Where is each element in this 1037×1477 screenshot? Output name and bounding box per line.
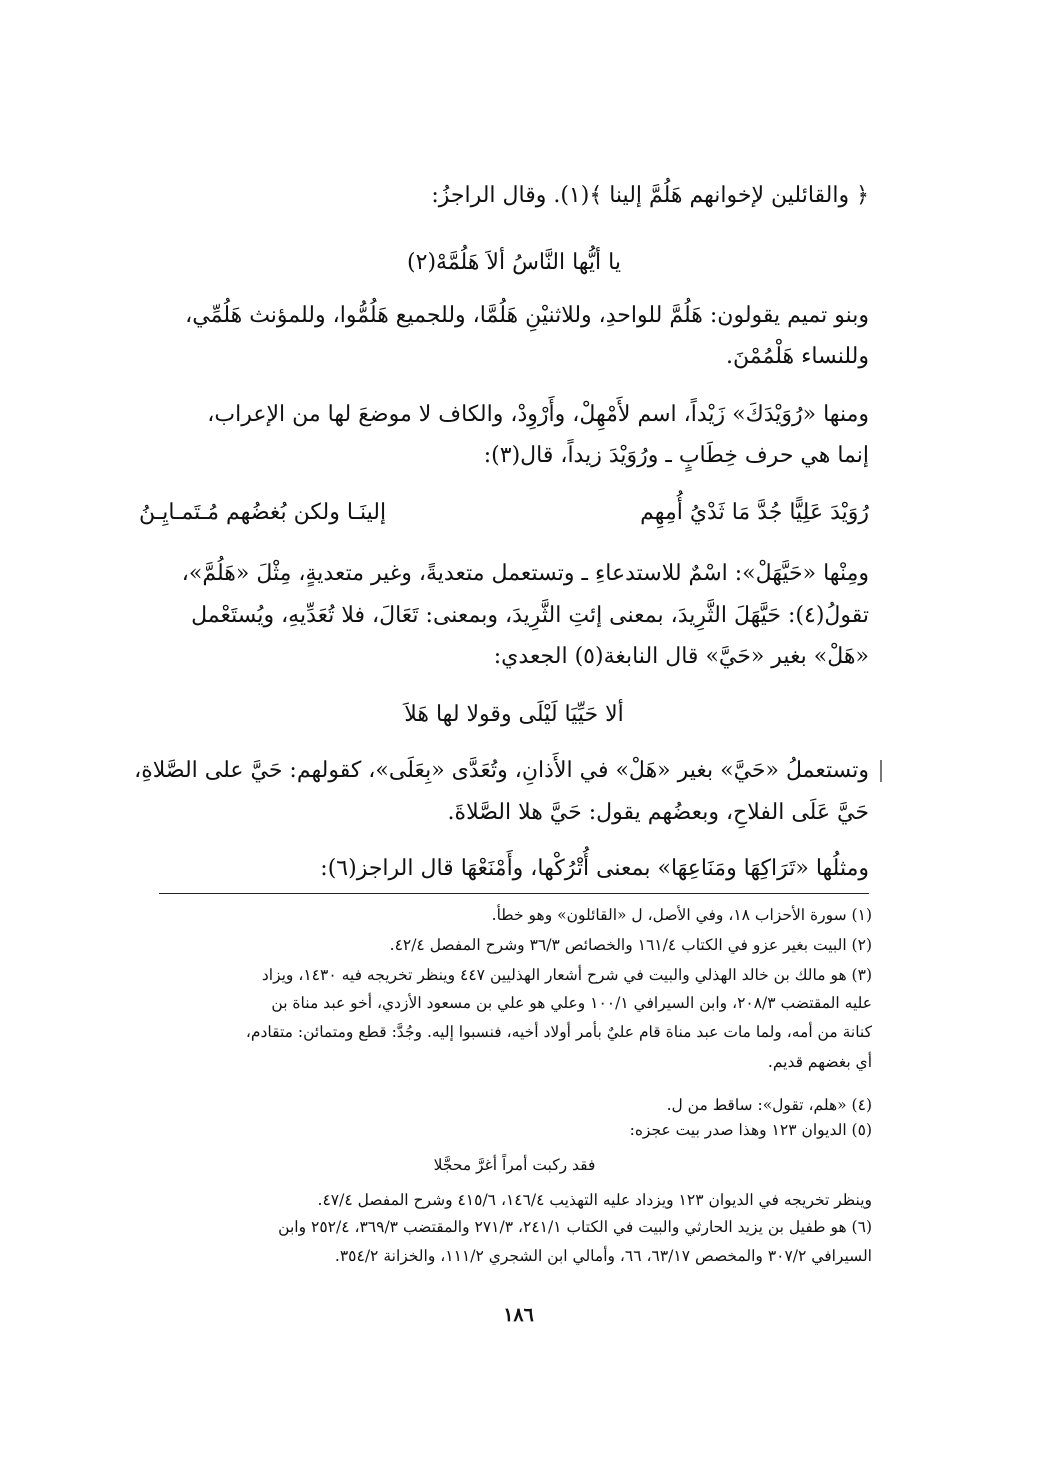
footnote: (٤) «هلم، تقول»: ساقط من ل. <box>666 1096 872 1114</box>
footnote: (٥) الديوان ١٢٣ وهذا صدر بيت عجزه: <box>629 1121 872 1139</box>
footnote-continuation: وينظر تخريجه في الديوان ١٢٣ ويزداد عليه التهذيب ١٤٦/٤، ٤١٥/٦ وشرح المفصل ٤٧/٤. <box>317 1191 872 1209</box>
text-line: ومِنْها «حَيَّهَلْ»: اسْمٌ للاستدعاءِ ـ وتستعمل متعديةً، وغير متعديةٍ، مِثْلَ «هَلُمَّ»، <box>181 561 869 586</box>
text-line: ﴿ والقائلين لإخوانهم هَلُمَّ إلينا ﴾(١). وقال الراجزُ: <box>431 183 869 208</box>
verse-hemistich-first: رُوَيْدَ عَلِيًّا جُدَّ مَا ثَدْيُ أُمِهِم <box>640 500 869 525</box>
text-line: إنما هي حرف خِطَابٍ ـ ورُوَيْدَ زيداً، قال(٣): <box>483 443 869 468</box>
footnote: (١) سورة الأحزاب ١٨، وفي الأصل، ل «القائلون» وهو خطأ. <box>491 906 872 924</box>
footnote-continuation: أي بغضهم قديم. <box>767 1053 872 1071</box>
text-line: ومثلُها «تَرَاكِهَا ومَنَاعِهَا» بمعنى أُتْرُكْها، وأَمْنَعْهَا قال الراجز(٦): <box>320 856 869 881</box>
page-number: ١٨٦ <box>503 1304 534 1326</box>
footnote: (٣) هو مالك بن خالد الهذلي والبيت في شرح أشعار الهذليين ٤٤٧ وينظر تخريجه فيه ١٤٣٠، ويزاد <box>261 966 872 984</box>
margin-mark <box>880 760 882 782</box>
text-line: وتستعملُ «حَيَّ» بغير «هَلْ» في الأَذانِ، وتُعَدَّى «بِعَلَى»، كقولهم: حَيَّ على الصَّلاةِ، <box>134 758 869 783</box>
text-line: «هَلْ» بغير «حَيَّ» قال النابغة(٥) الجعدي: <box>493 644 869 669</box>
footnote-verse: فقد ركبت أمراً أغرَّ محجَّلا <box>433 1156 596 1174</box>
text-line: ومنها «رُوَيْدَكَ» زَيْداً، اسم لأَمْهِلْ، وأَرْوِدْ، والكاف لا موضعَ لها من الإعراب، <box>207 402 869 427</box>
footnote: (٦) هو طفيل بن يزيد الحارثي والبيت في الكتاب ٢٤١/١، ٢٧١/٣ والمقتضب ٣٦٩/٣، ٢٥٢/٤ وابن <box>278 1218 872 1236</box>
verse-couplet <box>139 493 869 533</box>
footnote: (٢) البيت بغير عزو في الكتاب ١٦١/٤ والخصائص ٣٦/٣ وشرح المفصل ٤٢/٤. <box>389 936 872 954</box>
text-line: وبنو تميم يقولون: هَلُمَّ للواحدِ، وللاثنيْنِ هَلُمَّا، وللجميع هَلُمُّوا، وللمؤنث هَلُمِّي، <box>185 303 869 328</box>
verse-line: ألا حَيِّيَا لَيْلَى وقولا لها هَلاَ <box>404 702 624 727</box>
verse-hemistich-second: إلينَـا ولكن بُغضُهم مُـتَمـايِـنُ <box>139 500 387 525</box>
footnote-continuation: كنانة من أمه، ولما مات عبد مناة قام عليٌ بأمر أولاد أخيه، فنسبوا إليه. وجُدَّ: قطع ومتمائن: متقادم، <box>245 1023 872 1041</box>
footnote-continuation: عليه المقتضب ٢٠٨/٣، وابن السيرافي ١٠٠/١ وعلي هو علي بن مسعود الأزدي، أخو عبد مناة بن <box>271 994 872 1012</box>
text-line: حَيَّ عَلَى الفلاحِ، وبعضُهم يقول: حَيَّ هلا الصَّلاةَ. <box>447 800 869 825</box>
text-line: تقولُ(٤): حَيَّهَلَ الثَّرِيدَ، بمعنى إئتِ الثَّرِيدَ، وبمعنى: تَعَالَ، فلا تُعَدِّيهِ، ويُستَعْمل <box>191 603 869 628</box>
text-line: وللنساء هَلْمُمْنَ. <box>726 344 869 369</box>
footnote-continuation: السيرافي ٣٠٧/٢ والمخصص ٦٣/١٧، ٦٦، وأمالي ابن الشجري ١١١/٢، والخزانة ٣٥٤/٢. <box>334 1247 872 1265</box>
footnote-divider <box>159 893 869 894</box>
verse-line: يا أيُّها النَّاسُ ألاَ هَلُمَّهْ(٢) <box>407 250 621 275</box>
